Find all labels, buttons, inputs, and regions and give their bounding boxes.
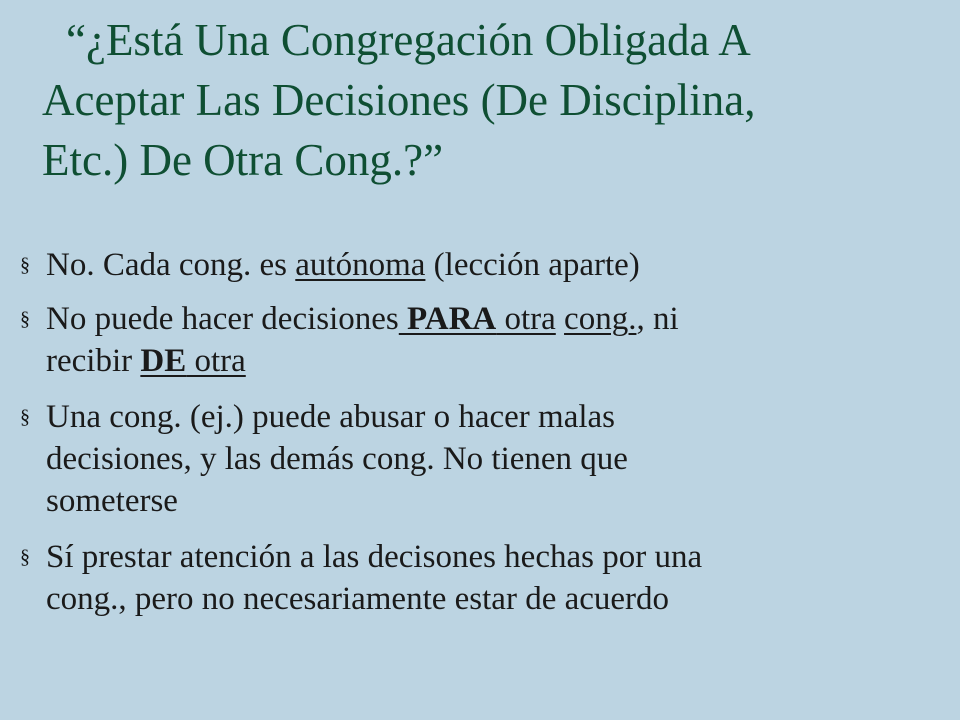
underlined-text: cong. <box>564 301 637 337</box>
text-run <box>556 301 564 337</box>
bullet-marker-icon: § <box>20 406 30 428</box>
underlined-bold-text: DE <box>140 343 187 379</box>
underlined-text: autónoma <box>295 247 426 283</box>
underlined-bold-text: PARA <box>398 301 497 337</box>
text-run: , ni <box>636 301 679 337</box>
bullet-text: Una cong. (ej.) puede abusar o hacer malas <box>46 399 615 435</box>
bullet-item <box>14 396 914 522</box>
text-run: No. Cada cong. es <box>46 247 296 283</box>
title-line: “¿Está Una Congregación Obligada A <box>66 15 751 65</box>
bullet-marker-icon: § <box>20 254 30 276</box>
bullet-text: Sí prestar atención a las decisones hechas por una <box>46 539 703 575</box>
bullet-text <box>46 298 914 340</box>
bullet-item <box>14 536 914 620</box>
title-line: Aceptar Las Decisiones (De Disciplina, <box>42 75 756 125</box>
bullet-marker-icon: § <box>20 308 30 330</box>
underlined-text: otra <box>496 301 556 337</box>
slide-title <box>42 10 922 190</box>
bullet-text: cong., pero no necesariamente estar de acuerdo <box>46 581 670 617</box>
bullet-item <box>14 298 914 382</box>
bullet-text <box>46 244 914 286</box>
title-line: Etc.) De Otra Cong.?” <box>42 135 444 185</box>
bullet-text: someterse <box>46 483 178 519</box>
text-run: No puede hacer decisiones <box>46 301 399 337</box>
bullet-text: decisiones, y las demás cong. No tienen que <box>46 441 628 477</box>
bullet-item <box>14 244 914 286</box>
text-run: (lección aparte) <box>425 247 640 283</box>
text-run: recibir <box>46 343 141 379</box>
bullet-marker-icon: § <box>20 546 30 568</box>
underlined-text: otra <box>186 343 246 379</box>
bullet-list <box>14 244 914 620</box>
bullet-text <box>46 340 914 382</box>
